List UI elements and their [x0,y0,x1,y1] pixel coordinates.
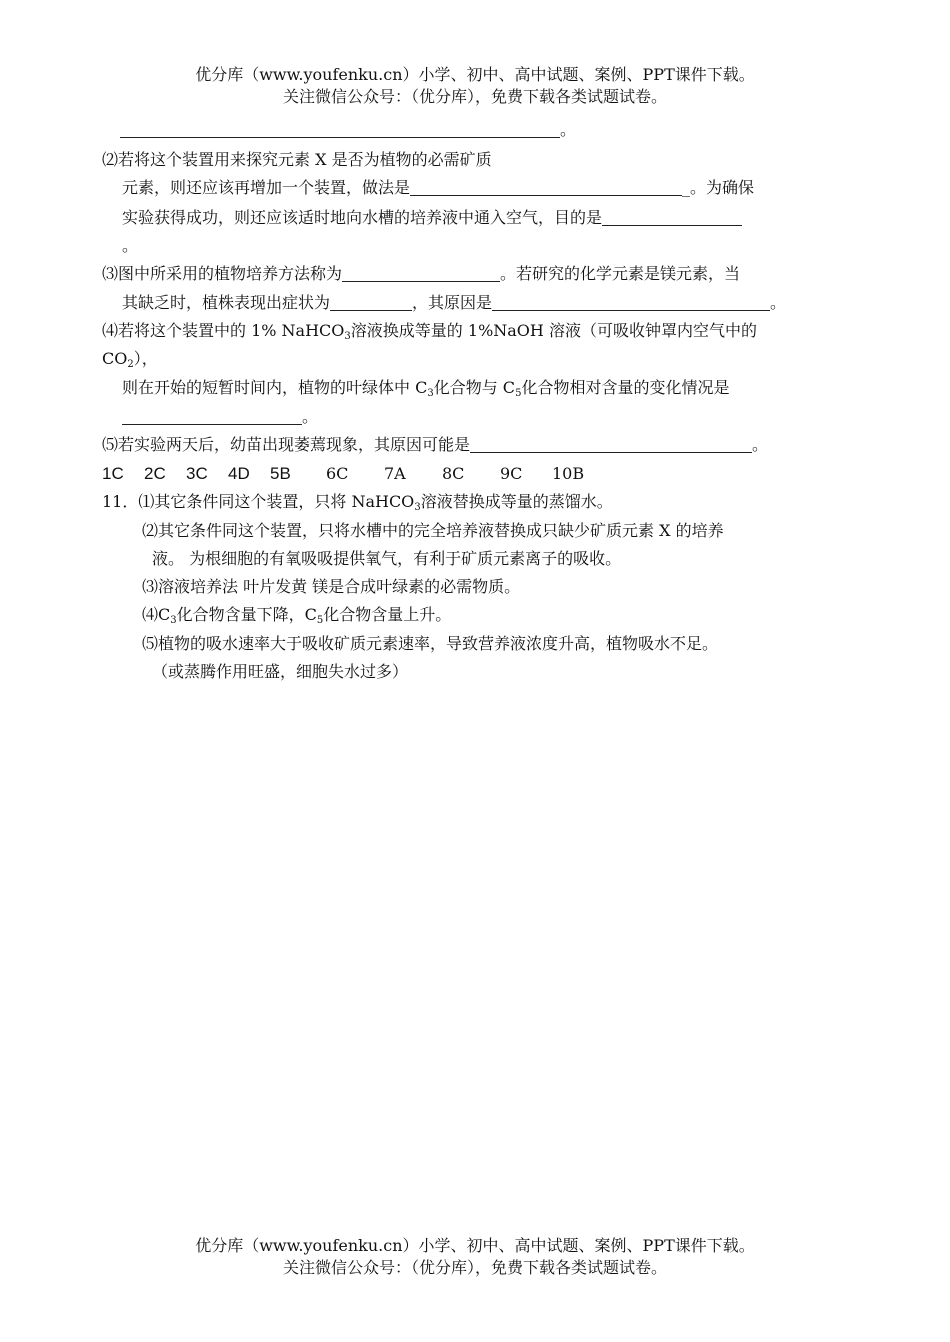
subscript: 3 [414,502,421,513]
header-line-2: 关注微信公众号：（优分库），免费下载各类试题试卷。 [282,87,667,106]
subscript: 2 [127,359,134,370]
choice-answer: 3C [186,464,208,483]
question-text: 。若研究的化学元素是镁元素，当 [500,264,741,283]
answer-blank [330,292,412,311]
question-text: 元素，则还应该再增加一个装置，做法是 [122,178,411,197]
answer-text: 溶液替换成等量的蒸馏水。 [420,492,613,511]
question-4-line-2 [102,347,158,377]
answer-blank [122,406,302,425]
question-2-line-4: 。 [122,236,139,255]
page-footer [0,1235,950,1279]
question-text: ⑷若将这个装置中的 1% NaHCO [102,321,345,340]
subscript: 5 [515,388,522,399]
question-text: _。为确保 [682,178,755,197]
answer-11-part-4 [142,603,451,633]
subscript: 3 [170,615,177,626]
question-2-line-1: ⑵若将这个装置用来探究元素 X 是否为植物的必需矿质 [102,150,492,169]
choice-answers-row [102,462,584,486]
question-2-line-2 [122,176,754,200]
answer-11-part-1 [102,490,613,520]
answer-blank [410,177,682,196]
choice-answer: 4D [228,464,250,483]
punctuation: 。 [752,435,769,454]
answer-text: ⑷C [142,605,171,624]
answer-blank [602,207,742,226]
question-text: CO [102,349,128,368]
question-text: 则在开始的短暂时间内，植物的叶绿体中 C [122,378,428,397]
answer-blank [342,263,500,282]
question-3-line-1 [102,262,740,286]
question-5-line-1 [102,433,768,457]
choice-answer: 1C [102,464,124,483]
question-text: 溶液换成等量的 1%NaOH 溶液（可吸收钟罩内空气中的 [350,321,757,340]
answer-text: 化合物含量下降，C [176,605,317,624]
answer-blank [492,292,770,311]
answer-11-part-5-line-2: （或蒸腾作用旺盛，细胞失水过多） [152,662,409,681]
punctuation: 。 [302,407,319,426]
question-text: 实验获得成功，则还应该适时地向水槽的培养液中通入空气，目的是 [122,208,603,227]
subscript: 3 [344,331,351,342]
subscript: 5 [316,615,324,626]
header-line-1: 优分库（www.youfenku.cn）小学、初中、高中试题、案例、PPT课件下载。 [195,65,755,84]
answer-11-part-5-line-1: ⑸植物的吸水速率大于吸收矿质元素速率，导致营养液浓度升高，植物吸水不足。 [142,634,719,653]
footer-line-2: 关注微信公众号：（优分库），免费下载各类试题试卷。 [282,1258,667,1277]
choice-answer: 7A [384,464,406,483]
punctuation: 。 [560,120,577,139]
choice-answer: 8C [442,464,465,483]
choice-answer: 5B [270,464,291,483]
question-text: ⑶图中所采用的植物培养方法称为 [102,264,343,283]
punctuation: 。 [770,293,787,312]
answer-11-part-3: ⑶溶液培养法 叶片发黄 镁是合成叶绿素的必需物质。 [142,577,521,596]
choice-answer: 2C [144,464,166,483]
question-4-line-1 [102,319,757,349]
answer-11-part-2-line-2: 液。 为根细胞的有氧吸吸提供氧气，有利于矿质元素离子的吸收。 [152,549,622,568]
choice-answer: 6C [326,464,349,483]
question-text: ，其原因是 [412,293,493,312]
question-3-line-2 [122,291,786,315]
answer-blank [120,119,560,138]
question-text: 其缺乏时，植株表现出症状为 [122,293,331,312]
answer-text: 11．⑴其它条件同这个装置，只将 NaHCO [102,492,415,511]
choice-answer: 9C [500,464,523,483]
choice-answer: 10B [552,464,585,483]
answer-blank [470,434,752,453]
question-4-line-4 [122,405,318,429]
question-text: ⑸若实验两天后，幼苗出现萎蔫现象，其原因可能是 [102,435,471,454]
subscript: 3 [427,388,434,399]
answer-11-part-2-line-1: ⑵其它条件同这个装置，只将水槽中的完全培养液替换成只缺少矿质元素 X 的培养 [142,521,724,540]
answer-text: 化合物含量上升。 [323,605,452,624]
footer-line-1: 优分库（www.youfenku.cn）小学、初中、高中试题、案例、PPT课件下载。 [195,1236,755,1255]
question-4-line-3 [122,376,729,406]
question-2-line-3 [122,206,742,230]
question-text: 化合物与 C [433,378,516,397]
question-text: 化合物相对含量的变化情况是 [521,378,730,397]
question-text: ）， [133,349,158,368]
question-1-end [120,118,576,142]
page-header [0,64,950,108]
